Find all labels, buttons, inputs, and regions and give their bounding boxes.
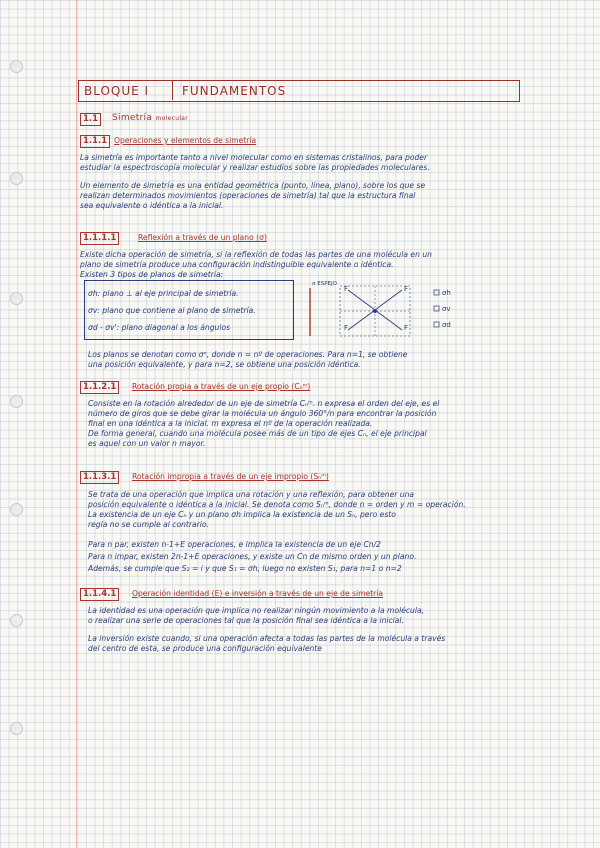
subsection-number: 1.1.1.1 [80,232,119,245]
text-line: realizan determinados movimientos (operaciones de simetría) tal que la estructura final [80,191,416,200]
subsection-number: 1.1.3.1 [80,471,119,484]
margin-line [76,0,77,848]
binder-hole [10,503,23,516]
text-line: o realizar una serie de operaciones tal que la posición final sea idéntica a la inicial. [88,616,404,625]
legend-item: σh [442,289,451,297]
text-line: Para n impar, existen 2n-1+E operaciones, y existe un Cn de mismo orden y un plano. [88,552,417,561]
text-line: Para n par, existen n-1+E operaciones, e implica la existencia de un eje Cn/2 [88,540,381,549]
atom-label: F [344,285,349,293]
text-line: De forma general, cuando una molécula posee más de un tipo de ejes Cₙ, el eje principal [88,429,427,438]
text-line: La identidad es una operación que implica no realizar ningún movimiento a la molécula, [88,606,425,615]
text-line: La simetría es importante tanto a nivel molecular como en sistemas cristalinos, para poder [80,153,428,162]
text-line: Un elemento de simetría es una entidad geométrica (punto, línea, plano), sobre los que se [80,181,426,190]
block-label: BLOQUE I [84,84,150,98]
atom-label: F [404,285,409,293]
binder-hole [10,172,23,185]
subsection-title: Operaciones y elementos de simetría [114,136,257,145]
text-line: posición equivalente o idéntica a la inicial. Se denota como Sₙᵐ, donde n = orden y m = operación. [88,500,466,509]
subsection-title: Reflexión a través de un plano (σ) [138,233,267,242]
text-line: sea equivalente o idéntica a la inicial. [80,201,224,210]
plane-type-d: σd - σv': plano diagonal a los ángulos [88,323,231,332]
binder-hole [10,722,23,735]
legend-item: σd [442,321,451,329]
block-title: FUNDAMENTOS [182,84,287,98]
text-line: número de giros que se debe girar la molécula un ángulo 360°/n para encontrar la posición [88,409,437,418]
subsection-title: Rotación propia a través de un eje propio (Cₙᵐ) [132,382,311,391]
text-line: Existen 3 tipos de planos de simetría: [80,270,224,279]
text-line: es aquel con un valor n mayor. [88,439,206,448]
text-line: Existe dicha operación de simetría, si la reflexión de todas las partes de una molécula en un [80,250,432,259]
atom-label: F [404,324,409,332]
subsection-title: Operación identidad (E) e inversión a través de un eje de simetría [132,589,384,598]
text-line: del centro de esta, se produce una configuración equivalente [88,644,322,653]
binder-hole [10,614,23,627]
atom-label: F [344,324,349,332]
text-line: Consiste en la rotación alrededor de un eje de simetría Cₙᵐ. n expresa el orden del eje, es el [88,399,440,408]
section-title [112,113,188,124]
binder-hole [10,395,23,408]
text-line: Además, se cumple que S₂ = i y que S₁ = σh, luego no existen S₁, para n=1 o n=2 [88,564,402,573]
text-line: Se trata de una operación que implica una rotación y una reflexión, para obtener una [88,490,415,499]
subsection-number: 1.1.1 [80,135,110,148]
text-line: La inversión existe cuando, si una operación afecta a todas las partes de la molécula a través [88,634,446,643]
symmetry-diagram [296,278,466,346]
subsection-number: 1.1.2.1 [80,381,119,394]
text-line: Los planos se denotan como σⁿ, donde n = nº de operaciones. Para n=1, se obtiene [88,350,408,359]
binder-hole [10,60,23,73]
plane-type-h: σh: plano ⊥ al eje principal de simetría. [88,289,239,298]
subsection-title: Rotación impropia a través de un eje impropio (Sₙᵐ) [132,472,329,481]
binder-hole [10,292,23,305]
text-line: final en una idéntica a la inicial. m expresa el nº de la operación realizada. [88,419,373,428]
section-title-small: molecular [155,115,189,122]
legend-item: σv [442,305,451,313]
header-divider [172,80,173,100]
section-title-main: Simetría [112,113,153,123]
text-line: una posición equivalente, y para n=2, se obtiene una posición idéntica. [88,360,361,369]
text-line: regla no se cumple al contrario. [88,520,209,529]
plane-type-v: σv: plano que contiene al plano de simetría. [88,306,256,315]
text-line: plano de simetría produce una configuración indistinguible equivalente o idéntica. [80,260,394,269]
text-line: La existencia de un eje Cₙ y un plano σh implica la existencia de un Sₙ, pero esto [88,510,396,519]
section-number: 1.1 [80,113,101,126]
text-line: estudiar la espectroscopía molecular y realizar estudios sobre las propiedades moleculares. [80,163,430,172]
subsection-number: 1.1.4.1 [80,588,119,601]
diagram-caption: σ ESPEJO [312,281,337,287]
